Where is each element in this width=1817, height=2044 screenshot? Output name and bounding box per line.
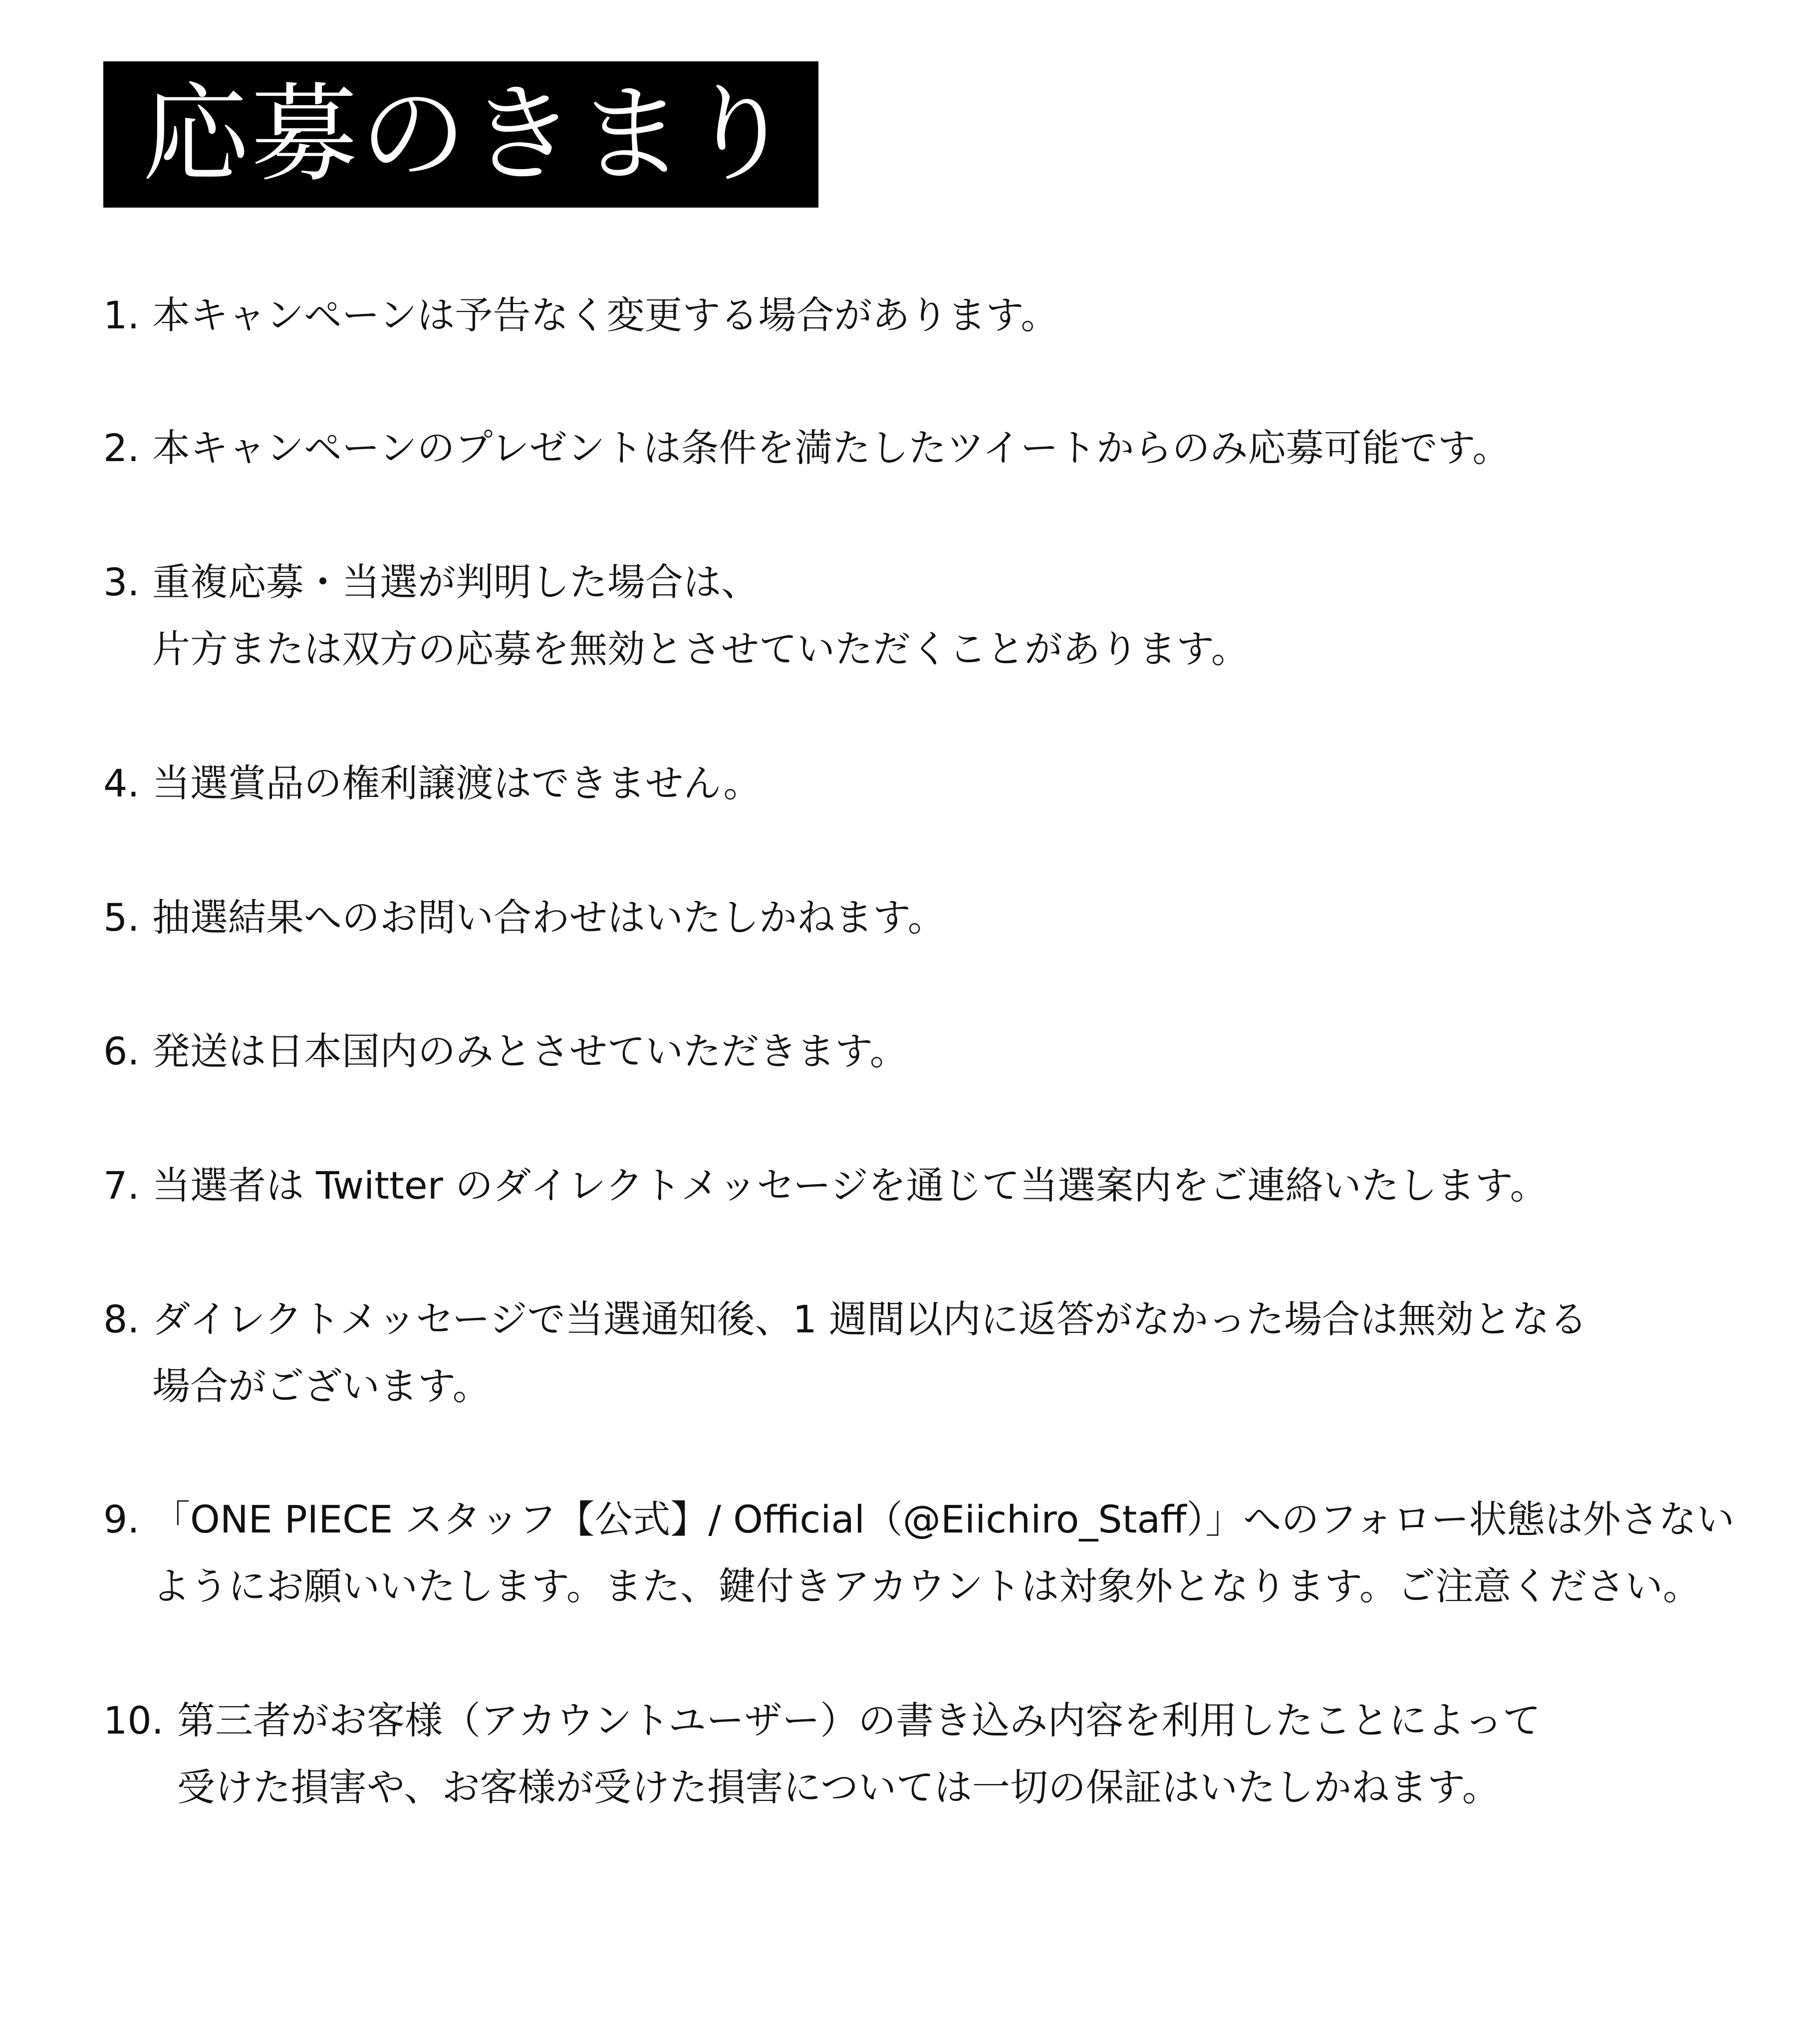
page-title: 応募のきまり [142, 72, 795, 197]
rule-text: ようにお願いいたします。また、鍵付きアカウントは対象外となります。ご注意ください。 [152, 1564, 1701, 1608]
rule-number: 7. [103, 1163, 140, 1208]
rule-number: 10. [103, 1698, 164, 1743]
title-banner [103, 61, 818, 208]
rule-item-3 [103, 549, 1249, 683]
rule-number: 3. [103, 560, 140, 604]
rule-text: ダイレクトメッセージで当選通知後、1 週間以内に返答がなかった場合は無効となる [152, 1297, 1588, 1341]
rule-number: 8. [103, 1297, 140, 1341]
rule-number: 6. [103, 1029, 140, 1073]
rule-number: 2. [103, 426, 140, 470]
rule-item-8 [103, 1286, 1587, 1420]
rule-text: 「ONE PIECE スタッフ【公式】/ Official（@Eiichiro_Staff）」へのフォロー状態は外さない [152, 1497, 1735, 1541]
rule-text: 本キャンペーンのプレゼントは条件を満たしたツイートからのみ応募可能です。 [152, 426, 1511, 470]
rule-text: 場合がございます。 [152, 1364, 491, 1408]
rule-item-7 [103, 1152, 1548, 1219]
rule-item-10 [103, 1687, 1541, 1821]
rule-number: 5. [103, 895, 140, 940]
rule-item-5 [103, 884, 946, 951]
rule-text: 本キャンペーンは予告なく変更する場合があります。 [152, 293, 1059, 337]
rule-text: 受けた損害や、お客様が受けた損害については一切の保証はいたしかねます。 [177, 1765, 1500, 1809]
rule-item-1 [103, 282, 1058, 349]
rule-number: 9. [103, 1497, 140, 1541]
rule-text: 発送は日本国内のみとさせていただきます。 [152, 1029, 908, 1073]
rule-item-9 [103, 1486, 1735, 1620]
rule-text: 当選賞品の権利譲渡はできません。 [152, 761, 762, 805]
rule-text: 片方または双方の応募を無効とさせていただくことがあります。 [152, 627, 1249, 671]
rule-text: 第三者がお客様（アカウントユーザー）の書き込み内容を利用したことによって [177, 1698, 1541, 1743]
rule-number: 1. [103, 293, 140, 337]
rule-text: 当選者は Twitter のダイレクトメッセージを通じて当選案内をご連絡いたします。 [152, 1163, 1548, 1208]
rule-item-4 [103, 750, 762, 817]
rule-item-6 [103, 1018, 908, 1085]
rule-number: 4. [103, 761, 140, 805]
rule-text: 抽選結果へのお問い合わせはいたしかねます。 [152, 895, 946, 940]
rule-text: 重複応募・当選が判明した場合は、 [152, 560, 759, 604]
rule-item-2 [103, 415, 1511, 482]
